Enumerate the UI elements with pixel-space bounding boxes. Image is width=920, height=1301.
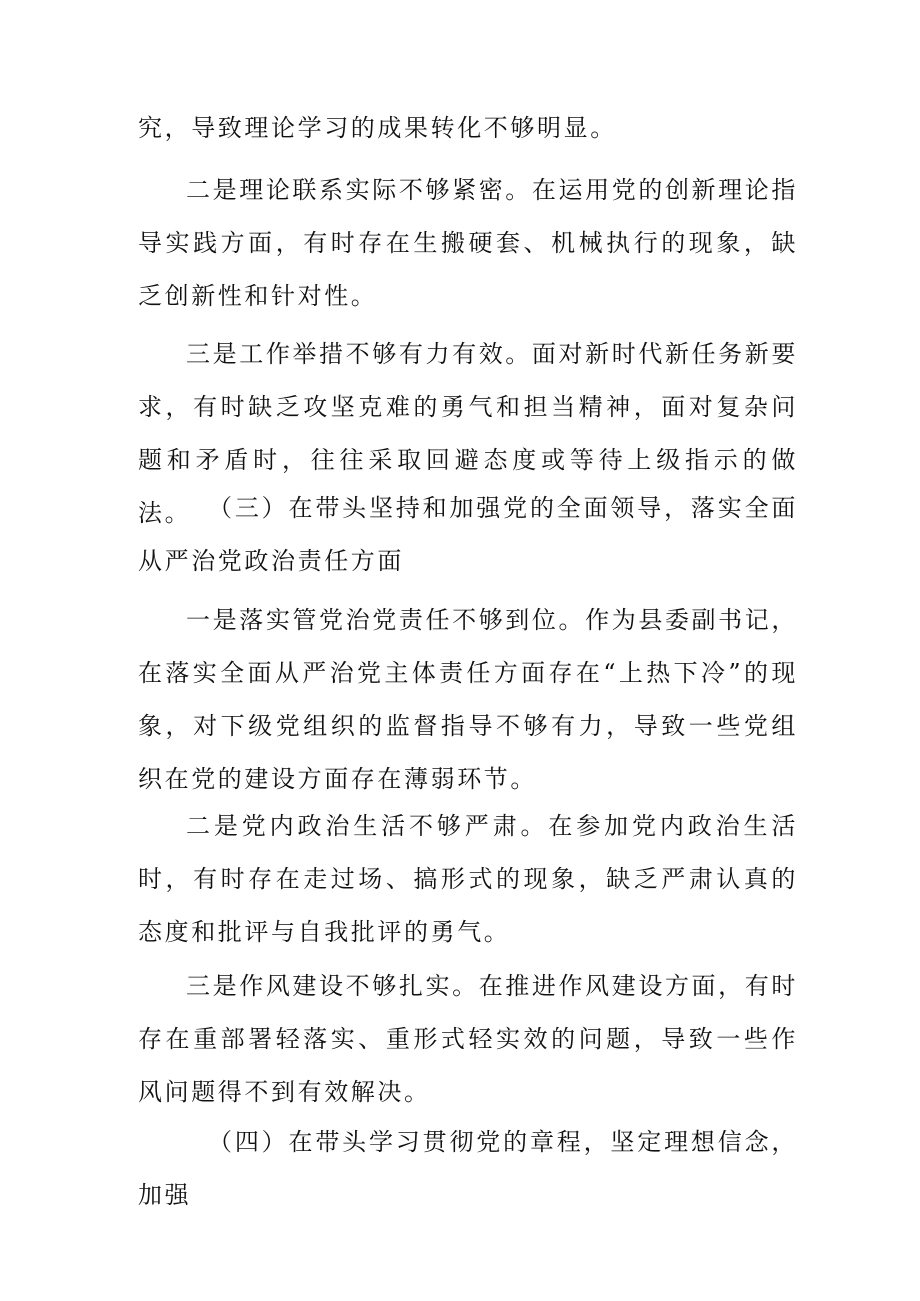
paragraph-continuation: 究，导致理论学习的成果转化不够明显。 <box>138 114 617 142</box>
paragraph-section3-point-three: 三是作风建设不够扎实。在推进作风建设方面，有时存在重部署轻落实、重形式轻实效的问题，导致一些作风问题得不到有效解决。 <box>138 972 798 1106</box>
section-heading-three: （三）在带头坚持和加强党的全面领导，落实全面从严治党政治责任方面 <box>138 494 798 575</box>
section-heading-four: （四）在带头学习贯彻党的章程，坚定理想信念，加强 <box>138 1128 798 1209</box>
paragraph-point-three: 三是工作举措不够有力有效。面对新时代新任务新要求，有时缺乏攻坚克难的勇气和担当精神，面对复杂问题和矛盾时，往往采取回避态度或等待上级指示的做法。 <box>138 340 798 527</box>
paragraph-section3-point-two: 二是党内政治生活不够严肃。在参加党内政治生活时，有时存在走过场、搞形式的现象，缺乏严肃认真的态度和批评与自我批评的勇气。 <box>138 812 798 946</box>
paragraph-point-two: 二是理论联系实际不够紧密。在运用党的创新理论指导实践方面，有时存在生搬硬套、机械执行的现象，缺乏创新性和针对性。 <box>138 176 798 310</box>
paragraph-section3-point-one: 一是落实管党治党责任不够到位。作为县委副书记，在落实全面从严治党主体责任方面存在“上热下冷”的现象，对下级党组织的监督指导不够有力，导致一些党组织在党的建设方面存在薄弱环节。 <box>138 606 798 793</box>
